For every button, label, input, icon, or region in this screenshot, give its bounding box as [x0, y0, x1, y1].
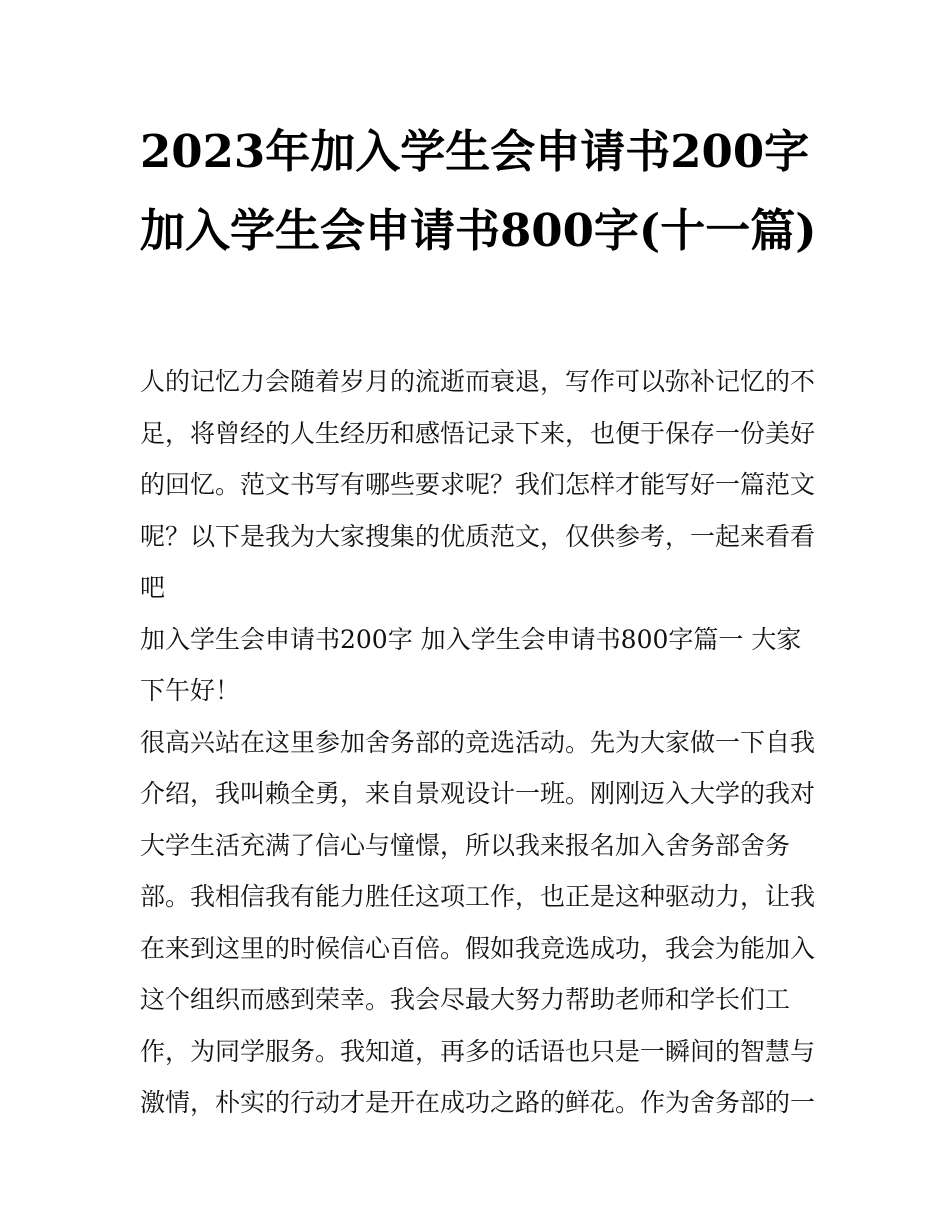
intro-paragraph: 人的记忆力会随着岁月的流逝而衰退，写作可以弥补记忆的不足，将曾经的人生经历和感悟记录下来，也便于保存一份美好的回忆。范文书写有哪些要求呢？我们怎样才能写好一篇范文呢？以下是我为大家搜集的优质范文，仅供参考，一起来看看吧: [140, 367, 816, 602]
document-body: [140, 356, 816, 1129]
body-paragraph: 很高兴站在这里参加舍务部的竞选活动。先为大家做一下自我介绍，我叫赖全勇，来自景观设计一班。刚刚迈入大学的我对大学生活充满了信心与憧憬，所以我来报名加入舍务部舍务部。我相信我有能力胜任这项工作，也正是这种驱动力，让我在来到这里的时候信心百倍。假如我竞选成功，我会为能加入这个组织而感到荣幸。我会尽最大努力帮助老师和学长们工作，为同学服务。我知道，再多的话语也只是一瞬间的智慧与激情，朴实的行动才是开在成功之路的鲜花。作为舍务部的一: [140, 727, 816, 1117]
section-heading-paragraph: 加入学生会申请书200字 加入学生会申请书800字篇一 大家下午好！: [140, 624, 802, 705]
document-title: 2023年加入学生会申请书200字 加入学生会申请书800字(十一篇): [140, 125, 817, 257]
